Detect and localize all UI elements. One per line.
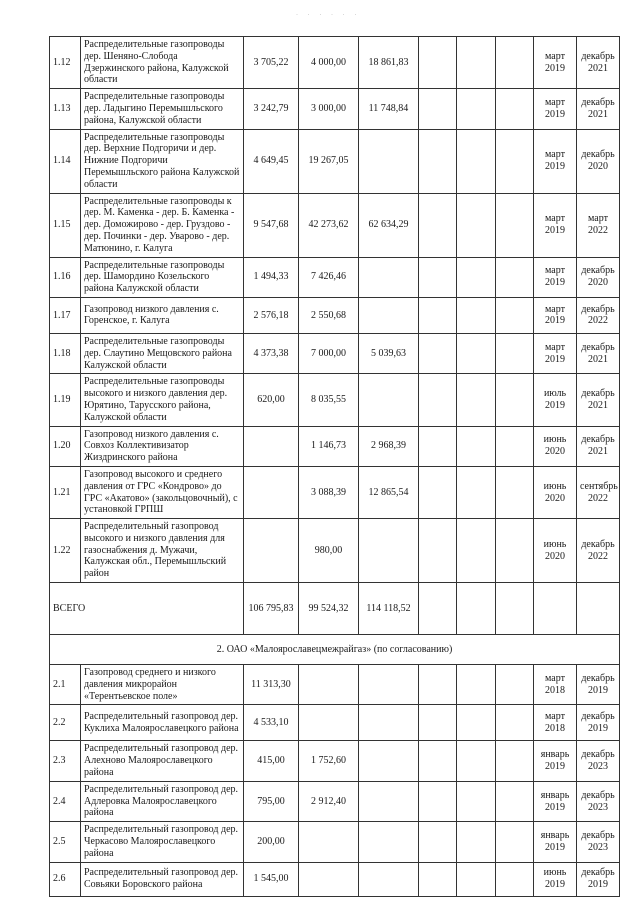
amount-col-6: [496, 781, 534, 821]
end-date: декабрь 2019: [577, 862, 620, 896]
row-number: 1.17: [50, 297, 81, 333]
total-col-1: 106 795,83: [244, 583, 299, 635]
object-name: Газопровод низкого давления с. Совхоз Коллективизатор Жиздринского района: [81, 426, 244, 466]
total-row: [50, 583, 620, 635]
amount-col-6: [496, 333, 534, 373]
amount-col-2: 42 273,62: [299, 193, 359, 257]
amount-col-4: [419, 193, 457, 257]
amount-col-2: 980,00: [299, 519, 359, 583]
row-number: 1.12: [50, 37, 81, 89]
total-col-2: 99 524,32: [299, 583, 359, 635]
end-date: декабрь 2021: [577, 89, 620, 129]
table-row: [50, 426, 620, 466]
row-number: 1.15: [50, 193, 81, 257]
amount-col-3: [359, 257, 419, 297]
row-number: 2.2: [50, 705, 81, 741]
amount-col-3: [359, 705, 419, 741]
amount-col-1: 3 242,79: [244, 89, 299, 129]
start-date: март 2019: [534, 129, 577, 193]
end-date: декабрь 2022: [577, 297, 620, 333]
total-col-4: [419, 583, 457, 635]
end-date: декабрь 2021: [577, 374, 620, 426]
amount-col-1: 795,00: [244, 781, 299, 821]
table-row: [50, 665, 620, 705]
end-date: декабрь 2023: [577, 741, 620, 781]
amount-col-6: [496, 741, 534, 781]
amount-col-2: 3 000,00: [299, 89, 359, 129]
amount-col-3: [359, 519, 419, 583]
amount-col-1: [244, 426, 299, 466]
table-row: [50, 89, 620, 129]
end-date: декабрь 2022: [577, 519, 620, 583]
start-date: июнь 2020: [534, 426, 577, 466]
amount-col-5: [457, 129, 496, 193]
row-number: 1.19: [50, 374, 81, 426]
amount-col-2: [299, 822, 359, 862]
amount-col-3: [359, 374, 419, 426]
amount-col-6: [496, 37, 534, 89]
amount-col-4: [419, 297, 457, 333]
row-number: 2.6: [50, 862, 81, 896]
amount-col-2: [299, 705, 359, 741]
amount-col-4: [419, 519, 457, 583]
amount-col-5: [457, 781, 496, 821]
object-name: Распределительный газопровод высокого и низкого давления для газоснабжения д. Мужачи, Калужская обл., Перемышльский район: [81, 519, 244, 583]
start-date: июль 2019: [534, 374, 577, 426]
amount-col-2: 3 088,39: [299, 466, 359, 518]
amount-col-1: 200,00: [244, 822, 299, 862]
amount-col-6: [496, 129, 534, 193]
end-date: декабрь 2020: [577, 257, 620, 297]
amount-col-2: 1 146,73: [299, 426, 359, 466]
section-header-row: [50, 635, 620, 665]
amount-col-3: [359, 741, 419, 781]
amount-col-5: [457, 705, 496, 741]
start-date: март 2018: [534, 665, 577, 705]
amount-col-5: [457, 466, 496, 518]
amount-col-5: [457, 37, 496, 89]
amount-col-3: [359, 665, 419, 705]
start-date: март 2019: [534, 297, 577, 333]
amount-col-6: [496, 519, 534, 583]
amount-col-3: 18 861,83: [359, 37, 419, 89]
table-row: [50, 781, 620, 821]
amount-col-6: [496, 822, 534, 862]
object-name: Распределительные газопроводы высокого и низкого давления дер. Юрятино, Тарусского района, Калужской области: [81, 374, 244, 426]
amount-col-2: 4 000,00: [299, 37, 359, 89]
amount-col-2: [299, 665, 359, 705]
scan-artifact: · · · · · ·: [296, 12, 361, 18]
amount-col-2: 1 752,60: [299, 741, 359, 781]
end-date: декабрь 2019: [577, 705, 620, 741]
amount-col-6: [496, 705, 534, 741]
amount-col-5: [457, 822, 496, 862]
amount-col-6: [496, 297, 534, 333]
amount-col-4: [419, 705, 457, 741]
amount-col-3: [359, 822, 419, 862]
start-date: январь 2019: [534, 822, 577, 862]
amount-col-3: [359, 862, 419, 896]
start-date: март 2018: [534, 705, 577, 741]
start-date: март 2019: [534, 89, 577, 129]
amount-col-5: [457, 862, 496, 896]
start-date: июнь 2020: [534, 466, 577, 518]
table-row: [50, 37, 620, 89]
row-number: 2.1: [50, 665, 81, 705]
amount-col-1: [244, 519, 299, 583]
amount-col-4: [419, 426, 457, 466]
amount-col-1: 3 705,22: [244, 37, 299, 89]
amount-col-6: [496, 374, 534, 426]
amount-col-3: 5 039,63: [359, 333, 419, 373]
total-col-3: 114 118,52: [359, 583, 419, 635]
section-title: 2. ОАО «Малоярославецмежрайгаз» (по согласованию): [50, 635, 620, 665]
end-date: декабрь 2019: [577, 665, 620, 705]
amount-col-1: 9 547,68: [244, 193, 299, 257]
amount-col-3: 12 865,54: [359, 466, 419, 518]
amount-col-1: 4 649,45: [244, 129, 299, 193]
start-date: март 2019: [534, 257, 577, 297]
amount-col-4: [419, 822, 457, 862]
amount-col-3: 11 748,84: [359, 89, 419, 129]
amount-col-3: [359, 297, 419, 333]
table-row: [50, 129, 620, 193]
amount-col-1: 1 494,33: [244, 257, 299, 297]
amount-col-5: [457, 519, 496, 583]
amount-col-4: [419, 665, 457, 705]
table-row: [50, 862, 620, 896]
row-number: 1.18: [50, 333, 81, 373]
row-number: 2.3: [50, 741, 81, 781]
amount-col-1: 4 373,38: [244, 333, 299, 373]
row-number: 1.14: [50, 129, 81, 193]
end-date: декабрь 2021: [577, 426, 620, 466]
amount-col-5: [457, 374, 496, 426]
table-row: [50, 705, 620, 741]
amount-col-2: [299, 862, 359, 896]
amount-col-6: [496, 466, 534, 518]
table-row: [50, 193, 620, 257]
amount-col-5: [457, 297, 496, 333]
amount-col-6: [496, 426, 534, 466]
start-date: март 2019: [534, 333, 577, 373]
row-number: 2.4: [50, 781, 81, 821]
table-row: [50, 333, 620, 373]
object-name: Распределительный газопровод дер. Куклиха Малоярославецкого района: [81, 705, 244, 741]
row-number: 1.21: [50, 466, 81, 518]
amount-col-3: [359, 129, 419, 193]
amount-col-2: 8 035,55: [299, 374, 359, 426]
object-name: Распределительный газопровод дер. Совьяки Боровского района: [81, 862, 244, 896]
table-row: [50, 466, 620, 518]
row-number: 2.5: [50, 822, 81, 862]
amount-col-2: 7 000,00: [299, 333, 359, 373]
row-number: 1.22: [50, 519, 81, 583]
total-end: [577, 583, 620, 635]
start-date: июнь 2019: [534, 862, 577, 896]
start-date: март 2019: [534, 37, 577, 89]
amount-col-5: [457, 193, 496, 257]
amount-col-2: 7 426,46: [299, 257, 359, 297]
amount-col-3: 62 634,29: [359, 193, 419, 257]
object-name: Распределительный газопровод дер. Адлеровка Малоярославецкого района: [81, 781, 244, 821]
amount-col-3: 2 968,39: [359, 426, 419, 466]
object-name: Распределительные газопроводы дер. Ладыгино Перемышльского района, Калужской области: [81, 89, 244, 129]
amount-col-4: [419, 862, 457, 896]
amount-col-4: [419, 374, 457, 426]
amount-col-5: [457, 665, 496, 705]
object-name: Распределительные газопроводы к дер. М. Каменка - дер. Б. Каменка - дер. Доможирово - дер. Груздово - дер. Починки - дер. Уварово - дер. Матюнино, г. Калуга: [81, 193, 244, 257]
amount-col-4: [419, 333, 457, 373]
table-row: [50, 374, 620, 426]
amount-col-1: 1 545,00: [244, 862, 299, 896]
amount-col-2: 2 912,40: [299, 781, 359, 821]
amount-col-1: [244, 466, 299, 518]
amount-col-4: [419, 741, 457, 781]
total-col-5: [457, 583, 496, 635]
table-row: [50, 519, 620, 583]
object-name: Распределительный газопровод дер. Черкасово Малоярославецкого района: [81, 822, 244, 862]
amount-col-5: [457, 257, 496, 297]
end-date: декабрь 2020: [577, 129, 620, 193]
row-number: 1.13: [50, 89, 81, 129]
end-date: декабрь 2021: [577, 37, 620, 89]
amount-col-4: [419, 129, 457, 193]
start-date: июнь 2020: [534, 519, 577, 583]
amount-col-4: [419, 37, 457, 89]
amount-col-1: 415,00: [244, 741, 299, 781]
amount-col-6: [496, 862, 534, 896]
end-date: декабрь 2021: [577, 333, 620, 373]
amount-col-6: [496, 193, 534, 257]
total-start: [534, 583, 577, 635]
start-date: март 2019: [534, 193, 577, 257]
amount-col-4: [419, 89, 457, 129]
object-name: Распределительные газопроводы дер. Слаутино Мещовского района Калужской области: [81, 333, 244, 373]
amount-col-5: [457, 333, 496, 373]
start-date: январь 2019: [534, 741, 577, 781]
amount-col-2: 19 267,05: [299, 129, 359, 193]
end-date: март 2022: [577, 193, 620, 257]
amount-col-4: [419, 257, 457, 297]
object-name: Газопровод низкого давления с. Горенское, г. Калуга: [81, 297, 244, 333]
end-date: сентябрь 2022: [577, 466, 620, 518]
amount-col-1: 620,00: [244, 374, 299, 426]
table-row: [50, 822, 620, 862]
object-name: Газопровод высокого и среднего давления от ГРС «Кондрово» до ГРС «Акатово» (закольцовочный), с установкой ГРПШ: [81, 466, 244, 518]
amount-col-4: [419, 781, 457, 821]
end-date: декабрь 2023: [577, 781, 620, 821]
amount-col-5: [457, 426, 496, 466]
amount-col-1: 11 313,30: [244, 665, 299, 705]
amount-col-5: [457, 89, 496, 129]
object-name: Газопровод среднего и низкого давления микрорайон «Терентьевское поле»: [81, 665, 244, 705]
amount-col-6: [496, 257, 534, 297]
table-row: [50, 257, 620, 297]
amount-col-5: [457, 741, 496, 781]
table-row: [50, 297, 620, 333]
object-name: Распределительный газопровод дер. Алехново Малоярославецкого района: [81, 741, 244, 781]
amount-col-2: 2 550,68: [299, 297, 359, 333]
amount-col-3: [359, 781, 419, 821]
total-label: ВСЕГО: [50, 583, 244, 635]
amount-col-1: 4 533,10: [244, 705, 299, 741]
object-name: Распределительные газопроводы дер. Шеняно-Слобода Дзержинского района, Калужской области: [81, 37, 244, 89]
end-date: декабрь 2023: [577, 822, 620, 862]
total-col-6: [496, 583, 534, 635]
amount-col-1: 2 576,18: [244, 297, 299, 333]
amount-col-6: [496, 665, 534, 705]
start-date: январь 2019: [534, 781, 577, 821]
amount-col-6: [496, 89, 534, 129]
pipeline-table: [49, 36, 620, 897]
row-number: 1.16: [50, 257, 81, 297]
table-row: [50, 741, 620, 781]
object-name: Распределительные газопроводы дер. Шамордино Козельского района Калужской области: [81, 257, 244, 297]
row-number: 1.20: [50, 426, 81, 466]
amount-col-4: [419, 466, 457, 518]
object-name: Распределительные газопроводы дер. Верхние Подгоричи и дер. Нижние Подгоричи Перемышльского района Калужской области: [81, 129, 244, 193]
